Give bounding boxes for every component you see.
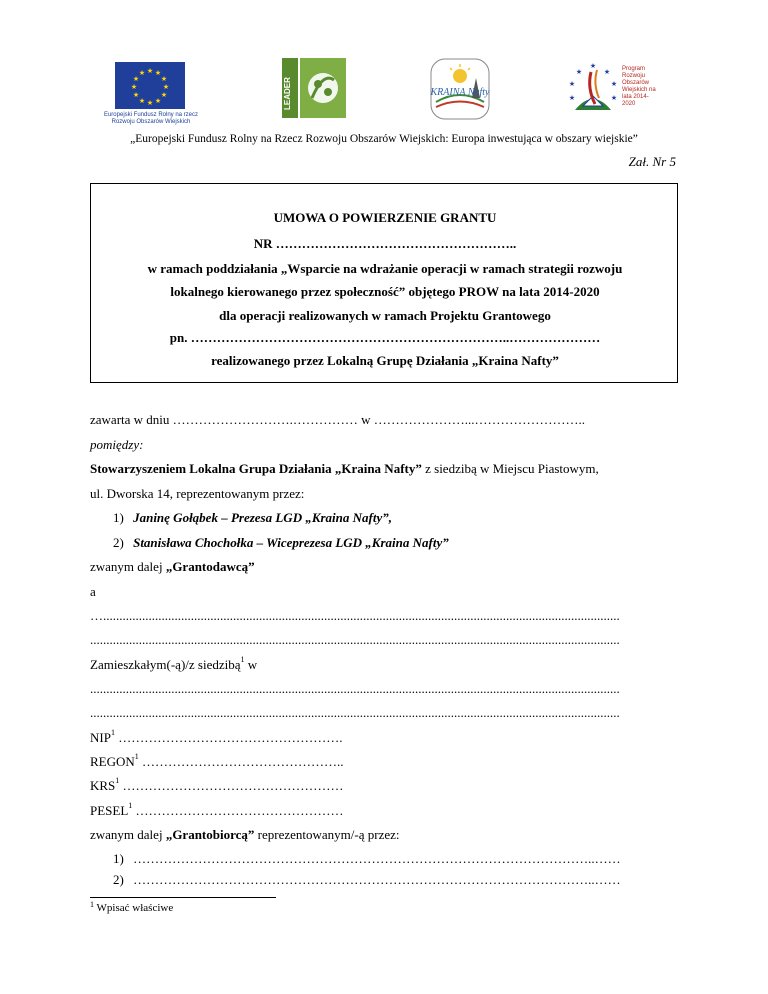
regon-line[interactable] — [90, 754, 344, 770]
regon-field[interactable]: ……………………………………….. — [138, 754, 344, 769]
nip-label: NIP — [90, 730, 111, 745]
svg-text:★: ★ — [162, 83, 170, 91]
footnote-divider — [90, 897, 276, 898]
svg-text:★: ★ — [130, 83, 138, 91]
svg-text:★: ★ — [610, 94, 618, 102]
party1-seat: z siedzibą w Miejscu Piastowym, — [421, 461, 599, 476]
grantee-representative-2[interactable] — [113, 872, 621, 888]
nip-field[interactable]: ……………………………………………. — [114, 730, 343, 745]
agreement-title: UMOWA O POWIERZENIE GRANTU — [273, 210, 497, 225]
rep2-number: 2) — [113, 535, 124, 550]
grantee-prefix: zwanym dalej — [90, 827, 166, 842]
svg-text:★: ★ — [138, 97, 146, 105]
address-field-2[interactable]: ................................................................................................................................................................... — [90, 705, 620, 720]
svg-text:★: ★ — [132, 91, 140, 99]
grantee-suffix: reprezentowanym/-ą przez: — [254, 827, 400, 842]
leader-logo-text: LEADER — [283, 77, 292, 110]
rep4-field[interactable]: ……………………………………………………………………………………………..…… — [133, 872, 621, 887]
contract-date-line: zawarta w dniu ……………………….…………… w …………………...…………………….. — [90, 412, 586, 427]
representative-2 — [113, 535, 449, 551]
footnote-ref: 1 — [134, 752, 139, 761]
title-line-5: dla operacji realizowanych w ramach Projektu Grantowego — [219, 308, 551, 323]
footnote-ref: 1 — [128, 801, 133, 810]
rep3-field[interactable]: ……………………………………………………………………………………………..…… — [133, 851, 621, 866]
party1-line — [90, 461, 599, 477]
grantee-name-field-1[interactable]: …............................................................................................................................................................... — [90, 608, 620, 623]
svg-text:★: ★ — [160, 75, 168, 83]
prow-logo — [565, 58, 665, 123]
program-subtitle: „Europejski Fundusz Rolny na Rzecz Rozwoju Obszarów Wiejskich: Europa inwestująca w obszary wiejskie” — [130, 133, 638, 145]
grantor-prefix: zwanym dalej — [90, 559, 166, 574]
eu-stars-icon — [115, 62, 185, 109]
krs-field[interactable]: …………………………………………… — [119, 778, 344, 793]
footnote-text: Wpisać właściwe — [94, 902, 174, 914]
svg-text:★: ★ — [154, 69, 162, 77]
rep1-text: Janinę Gołąbek – Prezesa LGD „Kraina Nafty”, — [133, 510, 393, 525]
grantee-name-field-2[interactable]: ................................................................................................................................................................... — [90, 632, 620, 647]
residence-w: w — [244, 657, 258, 672]
footnote-ref: 1 — [110, 728, 115, 737]
grantee-term: „Grantobiorcą” — [165, 827, 255, 842]
rep4-number: 2) — [113, 872, 124, 887]
svg-text:★: ★ — [610, 80, 618, 88]
rep3-number: 1) — [113, 851, 124, 866]
svg-text:★: ★ — [568, 80, 576, 88]
attachment-number: Zał. Nr 5 — [628, 154, 676, 169]
nip-line[interactable] — [90, 730, 342, 746]
krs-label: KRS — [90, 778, 116, 793]
rep2-text: Stanisława Chochołka – Wiceprezesa LGD „Kraina Nafty” — [133, 535, 449, 550]
title-line-6: pn. ………………………………………………………………..………………… — [169, 330, 601, 345]
pesel-field[interactable]: ………………………………………… — [132, 803, 344, 818]
representative-1 — [113, 510, 392, 526]
svg-text:★: ★ — [138, 69, 146, 77]
svg-text:★: ★ — [568, 94, 576, 102]
footnote-ref: 1 — [240, 655, 245, 664]
krs-line[interactable] — [90, 778, 344, 794]
svg-text:★: ★ — [575, 68, 583, 76]
residence-line — [90, 657, 257, 673]
and-label: a — [90, 584, 96, 599]
party1-address: ul. Dworska 14, reprezentowanym przez: — [90, 486, 305, 501]
svg-text:★: ★ — [154, 97, 162, 105]
eu-logo-caption: Europejski Fundusz Rolny na rzecz Rozwoju Obszarów Wiejskich — [103, 112, 199, 125]
footnote-ref: 1 — [115, 776, 120, 785]
rep1-number: 1) — [113, 510, 124, 525]
svg-text:★: ★ — [603, 68, 611, 76]
title-box — [90, 183, 678, 383]
svg-text:★: ★ — [132, 75, 140, 83]
grantor-term: „Grantodawcą” — [165, 559, 255, 574]
logo-bar — [0, 58, 768, 128]
title-line-4: lokalnego kierowanego przez społeczność” objętego PROW na lata 2014-2020 — [170, 284, 600, 299]
svg-text:★: ★ — [146, 67, 154, 75]
svg-text:★: ★ — [146, 99, 154, 107]
footnote — [90, 902, 173, 914]
title-line-3: w ramach poddziałania „Wsparcie na wdrażanie operacji w ramach strategii rozwoju — [147, 261, 623, 276]
kraina-logo-text: KRAINA Nafty — [430, 87, 490, 98]
party1-name: Stowarzyszeniem Lokalna Grupa Działania „Kraina Nafty” — [90, 461, 422, 476]
pesel-line[interactable] — [90, 803, 344, 819]
leader-logo — [282, 58, 346, 118]
grantee-definition — [90, 827, 400, 843]
kraina-nafty-logo — [430, 58, 490, 120]
grantee-representative-1[interactable] — [113, 851, 621, 867]
svg-text:★: ★ — [589, 62, 597, 70]
address-field-1[interactable]: ................................................................................................................................................................... — [90, 681, 620, 696]
pesel-label: PESEL — [90, 803, 129, 818]
eu-flag-logo — [115, 62, 185, 109]
prow-logo-text: Program Rozwoju Obszarów Wiejskich na lata 2014-2020 — [622, 66, 656, 107]
between-label: pomiędzy: — [90, 437, 144, 452]
grantor-definition — [90, 559, 255, 575]
regon-label: REGON — [90, 754, 135, 769]
footnote-number: 1 — [90, 900, 94, 909]
agreement-number: NR ……………………………………………….. — [253, 236, 517, 251]
svg-text:★: ★ — [160, 91, 168, 99]
title-line-7: realizowanego przez Lokalną Grupę Działania „Kraina Nafty” — [211, 353, 559, 368]
residence-label: Zamieszkałym(-ą)/z siedzibą — [90, 657, 241, 672]
